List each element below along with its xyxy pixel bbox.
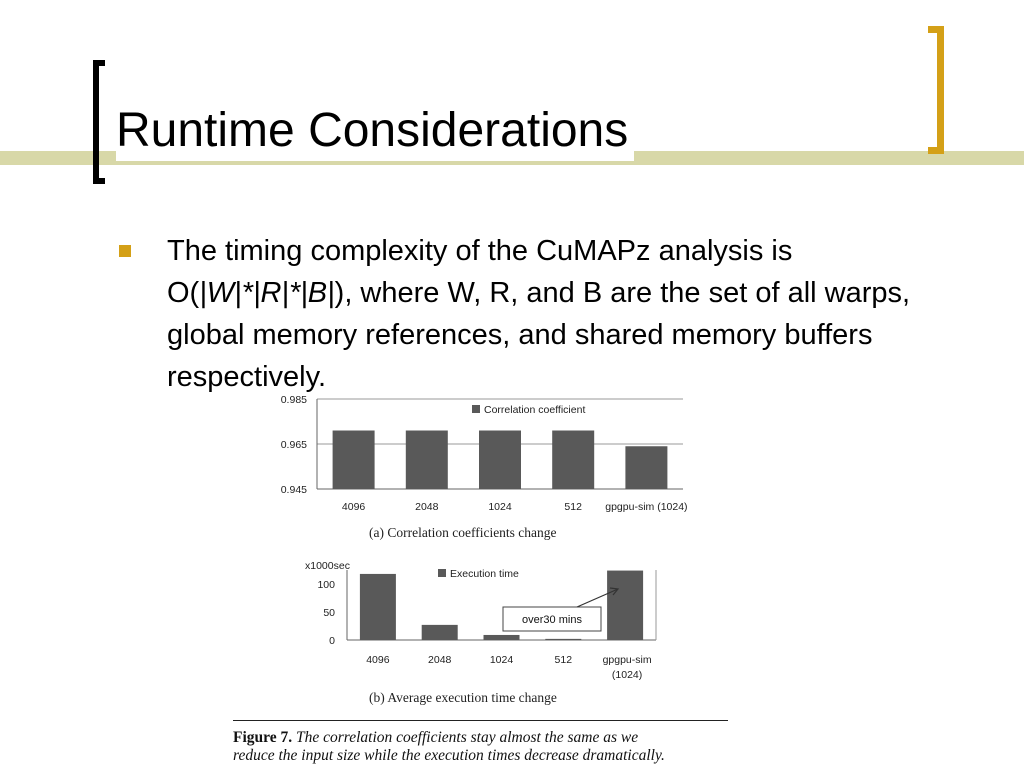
chart-b-bar — [607, 571, 643, 640]
chart-b-x-tick-label: 512 — [554, 654, 573, 666]
chart-a-bar — [333, 431, 375, 490]
chart-b-title: (b) Average execution time change — [369, 690, 557, 705]
figure-caption-rule — [233, 720, 728, 721]
figure-caption-line2: reduce the input size while the execution times decrease dramatically. — [233, 747, 665, 764]
chart-b-x-tick-label: 4096 — [366, 654, 390, 666]
chart-b-x-tick-label: 1024 — [489, 654, 514, 666]
chart-a-x-tick-label: 2048 — [415, 501, 439, 513]
chart-a-x-tick-label: gpgpu-sim (1024) — [605, 501, 688, 513]
figure-caption — [233, 729, 733, 765]
chart-a-y-tick-label: 0.945 — [280, 484, 307, 496]
slide-title: Runtime Considerations — [116, 101, 634, 161]
chart-b-y-tick-label: 50 — [323, 607, 335, 619]
chart-a-y-tick-label: 0.965 — [280, 439, 307, 451]
bullet-text-part2: ), where W, R, and B are the set of all warps, global memory references, and shared memory buffers respectively. — [167, 277, 911, 393]
chart-a-bar — [625, 446, 667, 489]
complexity-formula: |W|*|R|*|B| — [199, 277, 335, 309]
figure-label: Figure 7. — [233, 729, 293, 746]
chart-a-bar — [406, 431, 448, 490]
chart-b-bar — [484, 635, 520, 640]
chart-b-bar — [360, 574, 396, 640]
chart-b-bar — [422, 625, 458, 640]
chart-a-x-tick-label: 512 — [564, 501, 582, 513]
chart-b-annotation-label: over30 mins — [522, 614, 582, 626]
chart-a-bar — [552, 431, 594, 490]
chart-a-legend-swatch — [472, 405, 480, 413]
figure-caption-line1: The correlation coefficients stay almost the same as we — [296, 729, 639, 746]
chart-b-y-axis-unit: x1000sec — [305, 560, 350, 572]
chart-a-legend-label: Correlation coefficient — [484, 404, 586, 416]
chart-a-bar — [479, 431, 521, 490]
chart-a-x-tick-label: 4096 — [341, 501, 366, 513]
chart-a-y-tick-label: 0.985 — [280, 394, 307, 406]
chart-b-x-tick-label: gpgpu-sim — [602, 654, 652, 666]
chart-b-y-tick-label: 0 — [329, 635, 335, 647]
chart-a-title: (a) Correlation coefficients change — [369, 525, 557, 540]
bullet-text-part1: The timing complexity of the CuMAPz analysis is O( — [167, 235, 793, 309]
chart-b-legend-label: Execution time — [450, 568, 519, 580]
chart-b-legend-swatch — [438, 569, 446, 577]
chart-a-x-tick-label: 1024 — [488, 501, 512, 513]
chart-b-bar — [545, 639, 581, 640]
chart-b-x-tick-label: 2048 — [428, 654, 452, 666]
chart-b-x-tick-label: (1024) — [611, 669, 643, 681]
chart-b-y-tick-label: 100 — [317, 579, 335, 591]
